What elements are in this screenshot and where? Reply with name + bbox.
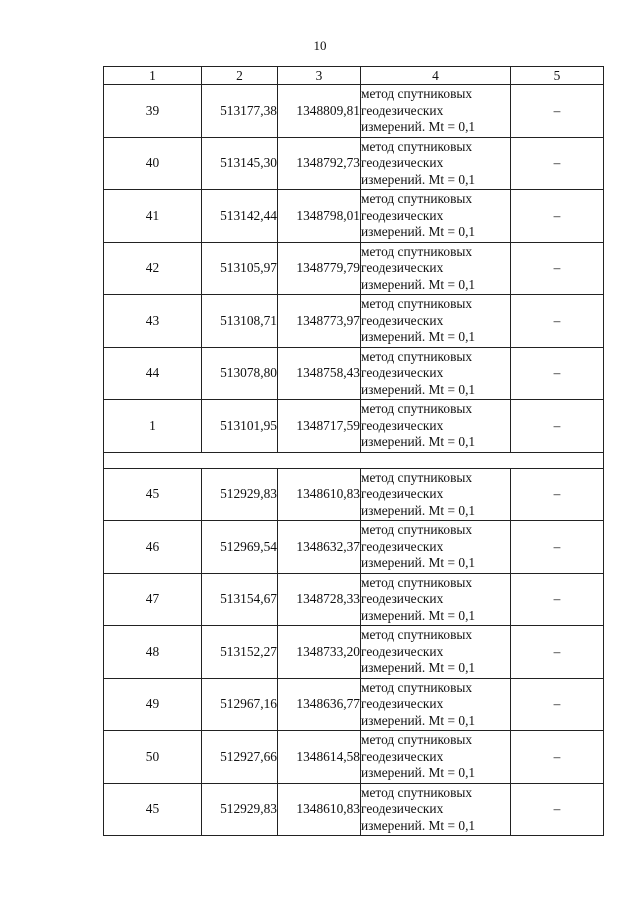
table-row — [104, 347, 604, 400]
method-line: геодезических — [361, 748, 444, 764]
method-cell — [361, 573, 511, 626]
coord-x: 513154,67 — [202, 573, 278, 626]
note-dash: – — [511, 347, 604, 400]
table-row — [104, 137, 604, 190]
coord-x: 513142,44 — [202, 190, 278, 243]
method-cell — [361, 783, 511, 836]
coord-y: 1348614,58 — [278, 731, 361, 784]
point-number: 42 — [104, 242, 202, 295]
coord-y: 1348792,73 — [278, 137, 361, 190]
method-cell — [361, 242, 511, 295]
coord-y: 1348610,83 — [278, 468, 361, 521]
coord-y: 1348636,77 — [278, 678, 361, 731]
note-dash: – — [511, 468, 604, 521]
method-line: измерений. Mt = 0,1 — [361, 171, 476, 187]
method-cell — [361, 85, 511, 138]
method-cell — [361, 347, 511, 400]
point-number: 41 — [104, 190, 202, 243]
coord-x: 513078,80 — [202, 347, 278, 400]
method-line: метод спутниковых — [361, 296, 473, 311]
method-line: измерений. Mt = 0,1 — [361, 224, 476, 239]
header-col-3: 3 — [278, 67, 361, 85]
note-dash: – — [511, 137, 604, 190]
coord-y: 1348809,81 — [278, 85, 361, 138]
point-number: 50 — [104, 731, 202, 784]
method-line: измерений. Mt = 0,1 — [361, 555, 476, 570]
method-line: метод спутниковых — [361, 679, 473, 695]
method-line: метод спутниковых — [361, 784, 473, 800]
table-row — [104, 295, 604, 348]
method-line: измерений. Mt = 0,1 — [361, 765, 476, 780]
header-col-5: 5 — [511, 67, 604, 85]
point-number: 39 — [104, 85, 202, 138]
note-dash: – — [511, 783, 604, 836]
point-number: 45 — [104, 783, 202, 836]
note-dash: – — [511, 242, 604, 295]
method-line: геодезических — [361, 155, 444, 170]
method-line: геодезических — [361, 207, 444, 223]
point-number: 46 — [104, 521, 202, 574]
method-line: геодезических — [361, 591, 444, 606]
coord-y: 1348717,59 — [278, 400, 361, 453]
note-dash: – — [511, 626, 604, 679]
note-dash: – — [511, 190, 604, 243]
coord-x: 512929,83 — [202, 468, 278, 521]
method-line: геодезических — [361, 538, 444, 554]
table-row — [104, 573, 604, 626]
separator-cell — [104, 452, 604, 468]
method-line: метод спутниковых — [361, 243, 473, 259]
coord-y: 1348728,33 — [278, 573, 361, 626]
method-cell — [361, 400, 511, 453]
method-cell — [361, 731, 511, 784]
coordinates-table — [103, 66, 604, 836]
method-cell — [361, 295, 511, 348]
method-cell — [361, 190, 511, 243]
coord-y: 1348773,97 — [278, 295, 361, 348]
note-dash: – — [511, 731, 604, 784]
method-cell — [361, 468, 511, 521]
note-dash: – — [511, 295, 604, 348]
table-row — [104, 783, 604, 836]
method-line: измерений. Mt = 0,1 — [361, 276, 476, 292]
method-cell — [361, 521, 511, 574]
coord-x: 512929,83 — [202, 783, 278, 836]
method-line: метод спутниковых — [361, 732, 473, 747]
point-number: 43 — [104, 295, 202, 348]
method-line: измерений. Mt = 0,1 — [361, 607, 476, 623]
note-dash: – — [511, 400, 604, 453]
point-number: 48 — [104, 626, 202, 679]
method-line: измерений. Mt = 0,1 — [361, 817, 476, 833]
method-line: геодезических — [361, 486, 444, 501]
method-line: геодезических — [361, 696, 444, 711]
coord-y: 1348632,37 — [278, 521, 361, 574]
method-line: измерений. Mt = 0,1 — [361, 119, 476, 134]
method-line: измерений. Mt = 0,1 — [361, 329, 476, 344]
point-number: 40 — [104, 137, 202, 190]
method-line: метод спутниковых — [361, 401, 473, 416]
point-number: 47 — [104, 573, 202, 626]
table-row — [104, 521, 604, 574]
coord-y: 1348798,01 — [278, 190, 361, 243]
method-cell — [361, 678, 511, 731]
coord-y: 1348610,83 — [278, 783, 361, 836]
method-line: геодезических — [361, 417, 444, 433]
coord-y: 1348758,43 — [278, 347, 361, 400]
method-line: метод спутниковых — [361, 86, 473, 101]
coord-x: 512927,66 — [202, 731, 278, 784]
method-line: геодезических — [361, 260, 444, 275]
coord-x: 513177,38 — [202, 85, 278, 138]
table-row — [104, 242, 604, 295]
header-row — [104, 67, 604, 85]
note-dash: – — [511, 85, 604, 138]
method-line: метод спутниковых — [361, 191, 473, 206]
point-number: 44 — [104, 347, 202, 400]
coord-x: 513101,95 — [202, 400, 278, 453]
table-row — [104, 626, 604, 679]
method-line: метод спутниковых — [361, 138, 473, 154]
table-row — [104, 731, 604, 784]
coord-x: 513105,97 — [202, 242, 278, 295]
method-line: геодезических — [361, 312, 444, 328]
coord-x: 513152,27 — [202, 626, 278, 679]
method-line: измерений. Mt = 0,1 — [361, 381, 476, 397]
method-line: метод спутниковых — [361, 522, 473, 537]
header-col-4: 4 — [361, 67, 511, 85]
table-row — [104, 678, 604, 731]
table-row — [104, 400, 604, 453]
table-row — [104, 85, 604, 138]
method-line: измерений. Mt = 0,1 — [361, 660, 476, 675]
point-number: 49 — [104, 678, 202, 731]
method-line: метод спутниковых — [361, 469, 473, 485]
method-cell — [361, 137, 511, 190]
note-dash: – — [511, 678, 604, 731]
method-line: метод спутниковых — [361, 348, 473, 364]
method-cell — [361, 626, 511, 679]
note-dash: – — [511, 573, 604, 626]
table-row — [104, 468, 604, 521]
separator-row — [104, 452, 604, 468]
method-line: метод спутниковых — [361, 574, 473, 590]
method-line: метод спутниковых — [361, 627, 473, 642]
method-line: геодезических — [361, 801, 444, 816]
method-line: измерений. Mt = 0,1 — [361, 502, 476, 518]
method-line: геодезических — [361, 102, 444, 118]
header-col-1: 1 — [104, 67, 202, 85]
point-number: 45 — [104, 468, 202, 521]
point-number: 1 — [104, 400, 202, 453]
header-col-2: 2 — [202, 67, 278, 85]
method-line: измерений. Mt = 0,1 — [361, 434, 476, 449]
table-row — [104, 190, 604, 243]
method-line: измерений. Mt = 0,1 — [361, 712, 476, 728]
coord-y: 1348733,20 — [278, 626, 361, 679]
method-line: геодезических — [361, 643, 444, 659]
coord-x: 512967,16 — [202, 678, 278, 731]
coord-x: 513145,30 — [202, 137, 278, 190]
note-dash: – — [511, 521, 604, 574]
coord-y: 1348779,79 — [278, 242, 361, 295]
method-line: геодезических — [361, 365, 444, 380]
coord-x: 513108,71 — [202, 295, 278, 348]
coord-x: 512969,54 — [202, 521, 278, 574]
page-number: 10 — [313, 38, 327, 53]
